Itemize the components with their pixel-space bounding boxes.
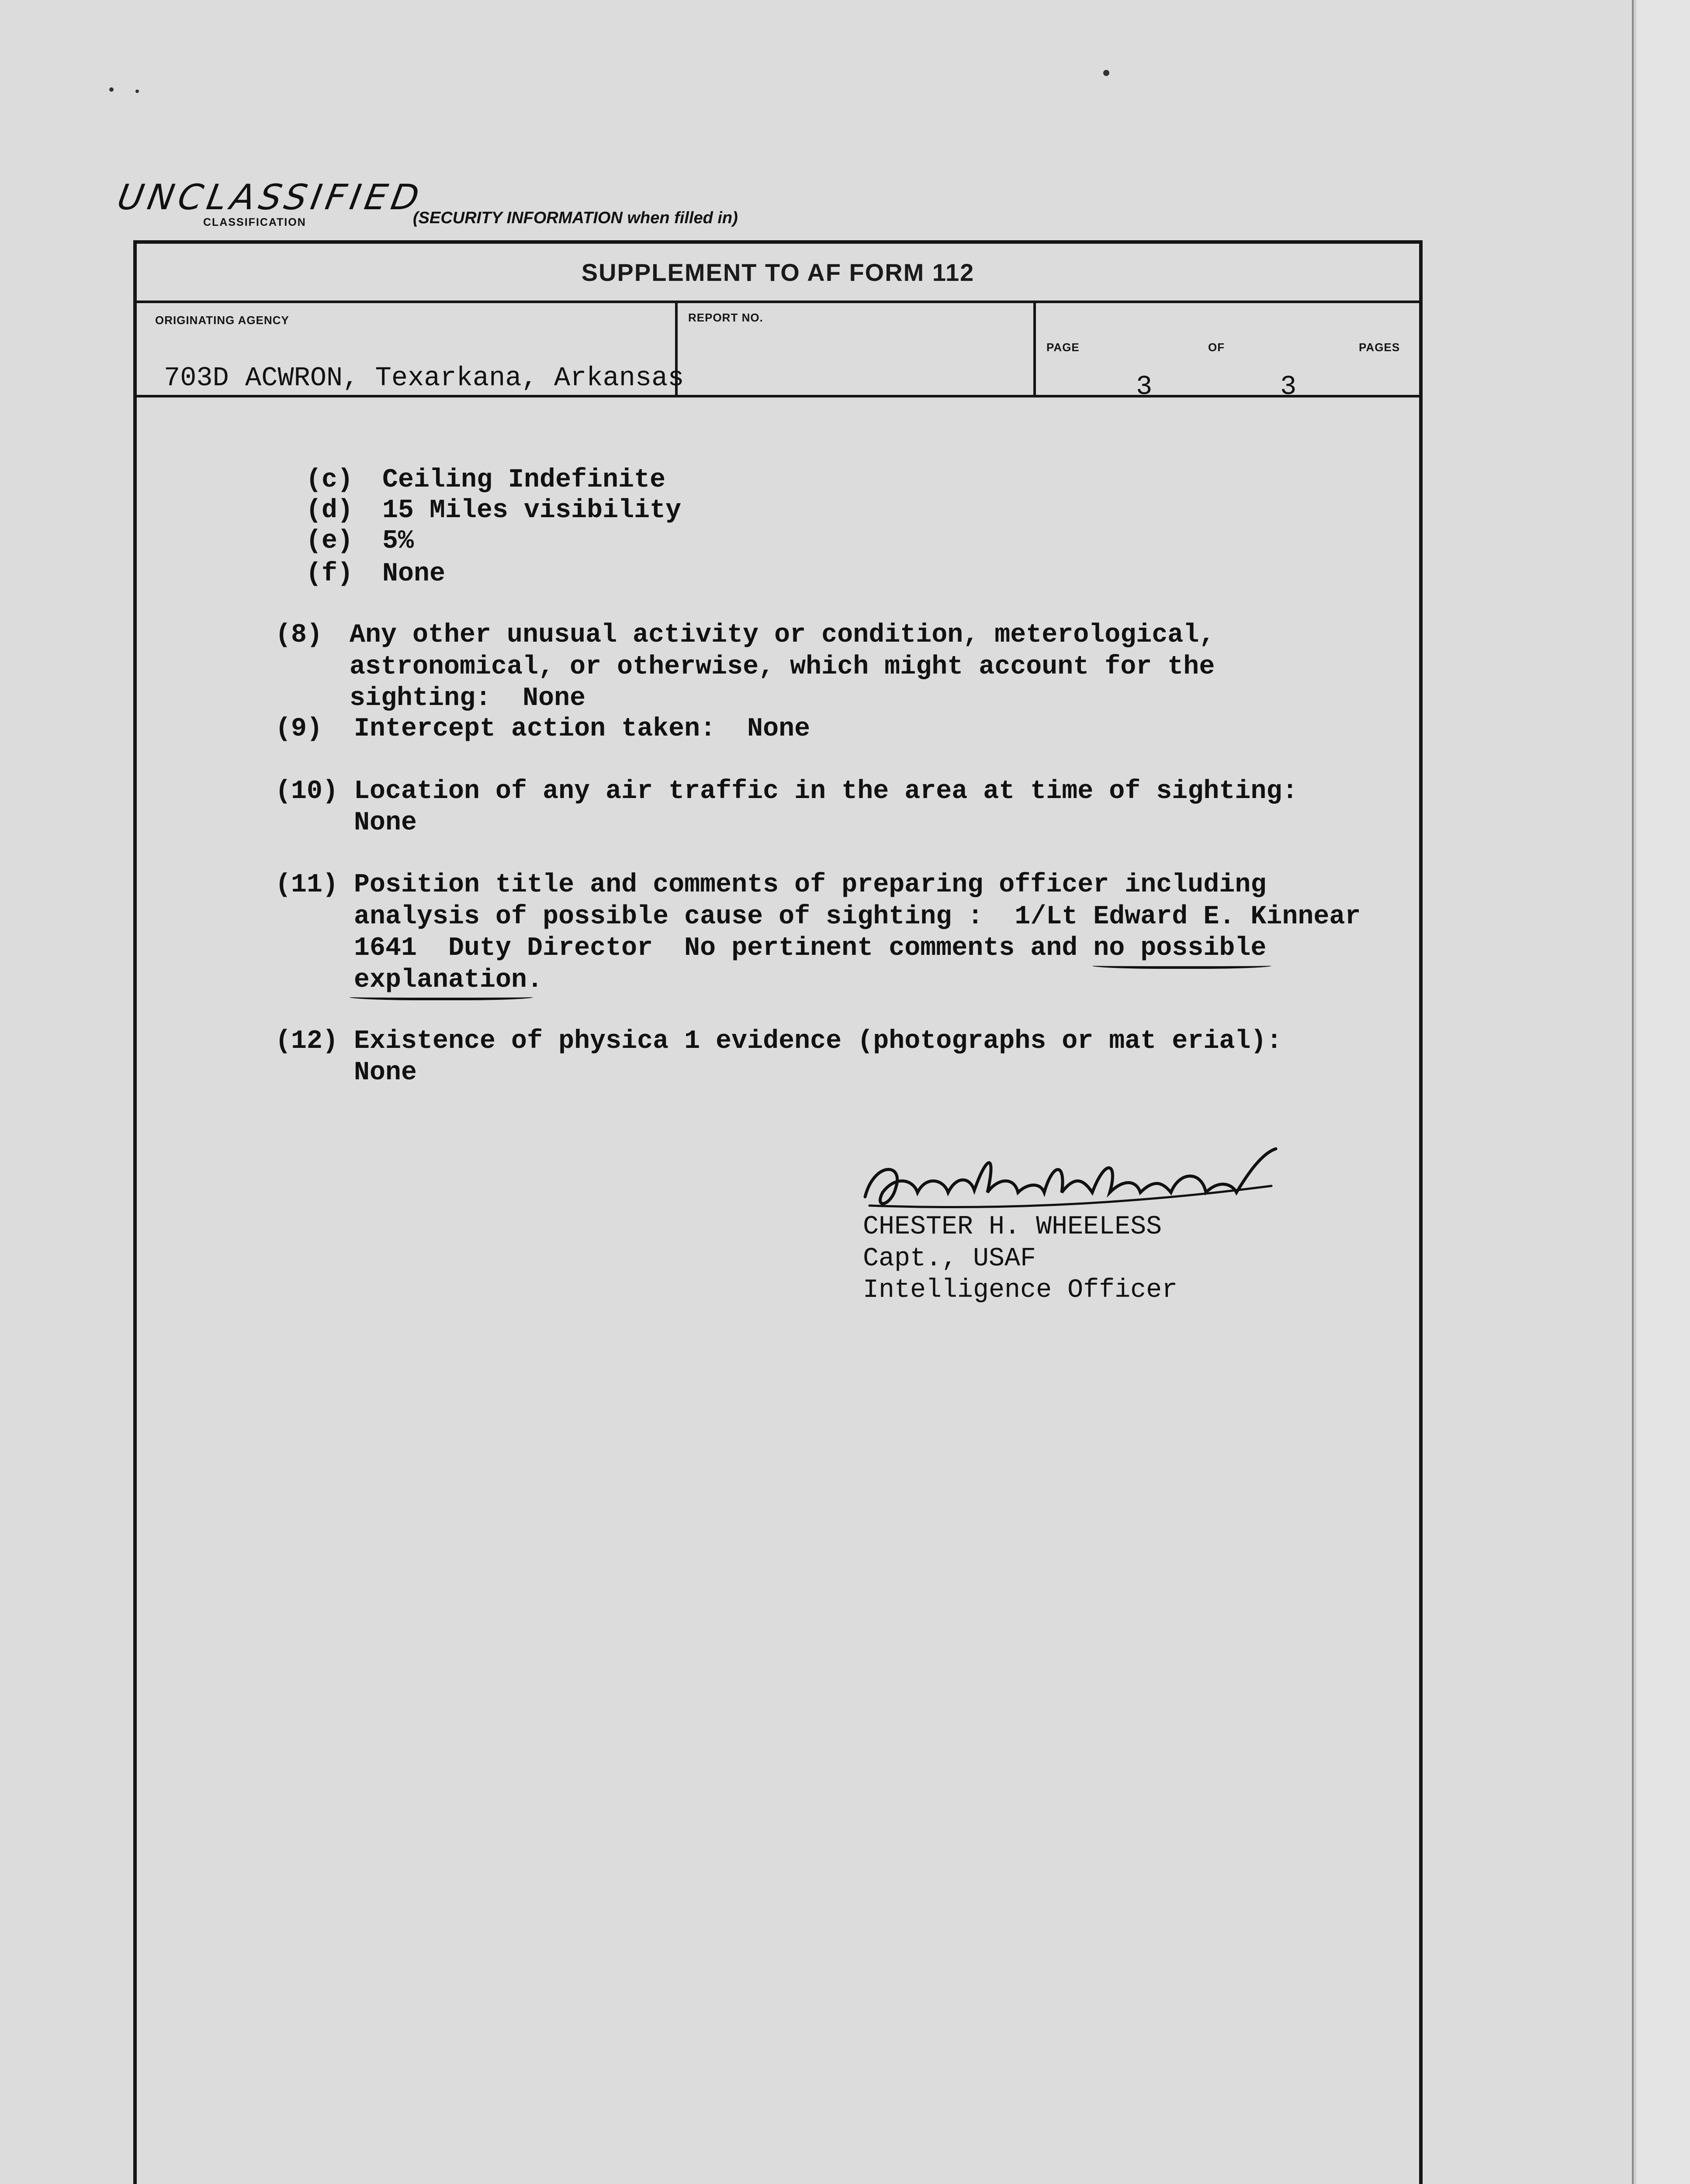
- page-label: PAGE: [1046, 341, 1080, 354]
- scan-speck: [1103, 70, 1109, 76]
- scan-speck: [135, 90, 139, 93]
- weather-item-text: 5%: [382, 526, 414, 556]
- signer-name: CHESTER H. WHEELESS: [863, 1212, 1162, 1242]
- item-line: None: [354, 808, 417, 838]
- weather-item-num: (c): [306, 465, 353, 495]
- weather-item-text: Ceiling Indefinite: [382, 465, 666, 495]
- pages-value: 3: [1280, 371, 1297, 402]
- weather-item-num: (d): [306, 496, 353, 525]
- of-label: OF: [1208, 341, 1225, 354]
- item-line: Existence of physica 1 evidence (photographs or mat erial):: [354, 1026, 1282, 1056]
- weather-item-num: (f): [306, 559, 353, 589]
- item-line: Any other unusual activity or condition, meterological,: [350, 620, 1215, 650]
- item-line: None: [354, 1058, 417, 1088]
- weather-item-text: None: [382, 559, 446, 589]
- item-number: (9): [275, 714, 323, 744]
- item-number: (11): [275, 870, 339, 900]
- form-title: SUPPLEMENT TO AF FORM 112: [137, 244, 1419, 303]
- handwritten-signature: [856, 1144, 1293, 1219]
- page-shadow: [1636, 0, 1690, 2184]
- item-line: Intercept action taken: None: [354, 714, 810, 744]
- report-no-label: REPORT NO.: [688, 311, 763, 324]
- item-line: Location of any air traffic in the area at time of sighting:: [354, 777, 1298, 806]
- item-line: Position title and comments of preparing officer including: [354, 870, 1267, 900]
- signer-title: Intelligence Officer: [863, 1275, 1178, 1305]
- pages-label: PAGES: [1359, 341, 1400, 354]
- classification-top: UNCLASSIFIED: [114, 177, 426, 218]
- handwritten-underline: [1092, 961, 1271, 969]
- originating-agency-value: 703D ACWRON, Texarkana, Arkansas: [164, 363, 684, 394]
- item-line: explanation.: [354, 965, 543, 995]
- header-divider: [1033, 303, 1036, 395]
- item-number: (8): [275, 620, 323, 650]
- weather-item-text: 15 Miles visibility: [382, 496, 682, 525]
- originating-agency-label: ORIGINATING AGENCY: [155, 314, 289, 327]
- item-number: (12): [275, 1026, 339, 1056]
- handwritten-underline: [350, 992, 533, 1000]
- item-line: sighting: None: [350, 684, 586, 713]
- scan-speck: [109, 87, 114, 92]
- security-note-top: (SECURITY INFORMATION when filled in): [413, 209, 738, 227]
- signer-rank: Capt., USAF: [863, 1244, 1036, 1274]
- classification-label: CLASSIFICATION: [203, 216, 306, 228]
- page-value: 3: [1136, 371, 1153, 402]
- item-line: analysis of possible cause of sighting : 1/Lt Edward E. Kinnear: [354, 902, 1361, 932]
- weather-item-num: (e): [306, 526, 353, 556]
- item-line: 1641 Duty Director No pertinent comments and no possible: [354, 933, 1267, 963]
- item-line: astronomical, or otherwise, which might account for the: [350, 652, 1215, 682]
- item-number: (10): [275, 777, 339, 806]
